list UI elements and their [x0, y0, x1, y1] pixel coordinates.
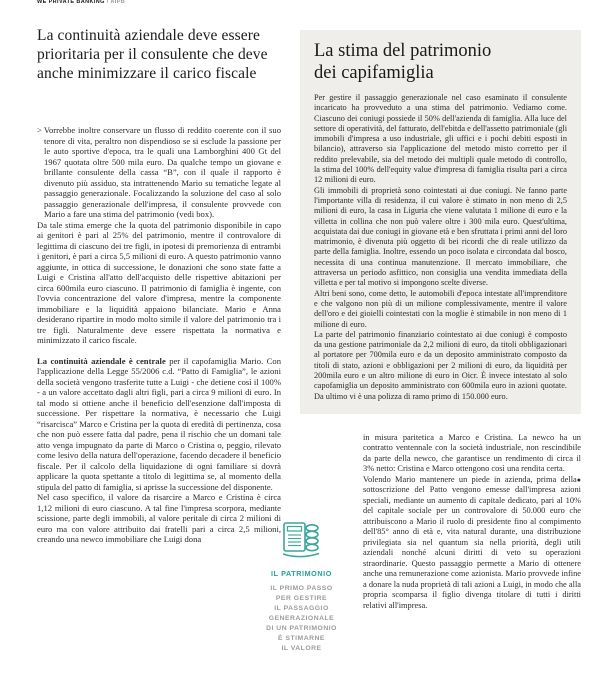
caption-line: GENERAZIONALE [268, 615, 335, 622]
article-paragraph: Nel caso specifico, il valore da risarcire a Marco e Cristina è circa 1,12 milioni di euro ciascuno. A tal fine l'impresa scorpora, mediante scissione, parte degli immobili, al valore peritale di circa 2 milioni di euro ma con valore attribuito dai fratelli pari a circa 2,5 milioni, creando una newco immobiliare che Luigi dona [37, 492, 281, 544]
paragraph-text: per il capofamiglia Mario. Con l'applicazione della Legge 55/2006 c.d. “Patto di Famiglia”, le azioni della società vengono trasferite tutte a Luigi - che detiene così il 100% - a un valore accettato dagli altri figli, pari a circa 9 milioni di euro. In tal modo si ottiene anche il beneficio dell'esenzione dall'imposta di successione. Per rispettare la normativa, è necessario che Luigi “risarcisca” Marco e Cristina per la quota di eredità di pertinenza, cosa che non può essere fatta dal padre, pena il rischio che un domani tale atto venga impugnato da parte di Marco o Cristina o, peggio, rilevato come lesivo della natura dell'operazione, facendo decadere il beneficio fiscale. Per il calcolo della liquidazione di ogni familiare si dovrà applicare la quota spettante a titolo di legittima se, al momento della stipula del patto di famiglia, si aprisse la successione del disponente. [37, 355, 281, 492]
article-body [37, 125, 281, 545]
article-paragraph [37, 125, 281, 220]
caption-line: IL VALORE [281, 645, 322, 652]
article-paragraph [37, 356, 281, 493]
paragraph-text: Volendo Mario mantenere un piede in azienda, prima della sottoscrizione del Patto vengono emesse dall'impresa azioni speciali, mediante un aumento di capitale dedicato, pari al 10% del capitale sociale per un controvalore di 50.000 euro che attribuiscono a Mario il ruolo di presidente fino al compimento dell'85° anno di età e, vita natural durante, una distribuzione privilegiata sia nel quantum sia nella priorità, degli utili aziendali nonché alcuni diritti di veto su operazioni straordinarie. Questo passaggio permette a Mario di ottenere anche una remunerazione come azionista. Mario provvede infine a donare la nuda proprietà di tali azioni a Luigi, in modo che alla propria scomparsa il figlio divenga titolare di tutti i diritti relativi all'impresa. [363, 474, 581, 610]
end-mark: ● [576, 475, 581, 484]
caption-line: IL PRIMO PASSO [270, 585, 333, 592]
left-column [37, 26, 281, 545]
box-paragraph: Altri beni sono, come detto, le automobili d'epoca intestate all'imprenditore e che valgono non più di un milione complessivamente, mentre il valore dell'oro e dei gioielli cointestati con la moglie è stimabile in non meno di 1 milione di euro. [314, 288, 567, 329]
caption-line: DI UN PATRIMONIO [266, 625, 337, 632]
masthead-brand: WE PRIVATE BANKING [37, 0, 105, 5]
box-paragraph: Gli immobili di proprietà sono cointestati ai due coniugi. Ne fanno parte l'importante villa di residenza, il cui valore è stimato in non meno di 2,5 milioni di euro, la casa in Liguria che viene valutata 1 milione di euro e la villetta in collina che non può valere oltre i 300 mila euro. Quest'ultima, acquistata dai due coniugi in giovane età e ben sfruttata i primi anni del loro matrimonio, è divenuta più oggetto di bei ricordi che di reale utilizzo da parte della famiglia. Inoltre, essendo un poco isolata e circondata dal bosco, necessita di una continua manutenzione. Il mercato immobiliare, che attraversa un periodo asfittico, non consiglia una vendita immediata della villetta e per tal motivo si impongono scelte diverse. [314, 185, 567, 288]
estimate-box [300, 30, 581, 414]
masthead-separator: / [106, 0, 109, 5]
paragraph-marker: > [37, 125, 42, 135]
caption-line: È STIMARNE [278, 635, 325, 642]
masthead [37, 0, 125, 6]
box-title: La stima del patrimonio dei capifamiglia [314, 41, 492, 83]
article-paragraph [363, 475, 581, 612]
box-paragraph: Per gestire il passaggio generazionale nel caso esaminato il consulente incaricato ha provveduto a una stima del patrimonio. Vediamo come. Ciascuno dei coniugi possiede il 50% dell'azienda di famiglia. Alla luce del settore di operatività, del fatturato, dell'ebitda e dell'assetto patrimoniale (gli immobili d'impresa a uso industriale, gli uffici e i pochi debiti esposti in bilancio), attraverso sia l'applicazione del metodo misto corretto per il reddito prelevabile, sia del metodo dei multipli quale metodo di controllo, la stima del 100% dell'equity value d'impresa di famiglia risulta pari a circa 12 milioni di euro. [314, 93, 567, 185]
caption-line: IL PASSAGGIO [274, 605, 329, 612]
caption-line: PER GESTIRE [275, 595, 328, 602]
paragraph-text: Vorrebbe inoltre conservare un flusso di reddito coerente con il suo tenore di vita, peraltro non dispendioso se si esclude la passione per le auto sportive d'epoca, tra le quali una Lamborghini 400 Gt del 1967 quotata oltre 500 mila euro. Da qualche tempo un giovane e brillante consulente della cassa “B”, con il quale il rapporto è divenuto più assiduo, sta intrattenendo Mario su tematiche legate al passaggio generazionale. Focalizzando la soluzione del caso al solo passaggio generazionale dell'impresa, il consulente provvede con Mario a fare una stima del patrimonio (vedi box). [43, 125, 281, 219]
article-headline: La continuità aziendale deve essere prioritaria per il consulente che deve anche minimizzare il carico fiscale [37, 27, 268, 82]
calculator-coins-icon [252, 521, 351, 561]
article-paragraph: Da tale stima emerge che la quota del patrimonio disponibile in capo ai genitori è pari al 25% del patrimonio, mentre il controvalore di legittima di ciascuno dei tre figli, in ipotesi di premorienza di entrambi i genitori, è pari a circa 5,5 milioni di euro. A questo patrimonio vanno aggiunte, in ottica di successione, le donazioni che sono state fatte a Luigi e Cristina all'atto dell'acquisto delle rispettive abitazioni per circa 600mila euro ciascuno. Il patrimonio di famiglia è ingente, con l'ovvia concentrazione del valore d'impresa, mentre la componente immobiliare e la liquidità appaiono bilanciate. Mario e Anna desiderano ripartire in modo molto simile il valore del patrimonio tra i tre figli. Naturalmente deve essere rispettata la normativa e minimizzato il carico fiscale. [37, 219, 281, 345]
patrimonio-caption [252, 584, 351, 654]
paragraph-lead: La continuità aziendale è centrale [37, 355, 166, 366]
patrimonio-title: IL PATRIMONIO [271, 569, 332, 578]
masthead-section: AIPB [110, 0, 126, 5]
box-paragraph: La parte del patrimonio finanziario cointestato ai due coniugi è composto da una gestione patrimoniale da 2,2 milioni di euro, da titoli obbligazionari al portatore per 700mila euro e da un deposito amministrato composto da titoli di stato, azioni e obbligazioni per 2 milioni di euro, da liquidità per 200mila euro e un altro milione di euro in Oicr. È invece intestato al solo capofamiglia un deposito amministrato con 600mila euro in azioni quotate. Da ultimo vi è una polizza di ramo primo di 150.000 euro. [314, 329, 567, 401]
article-paragraph: in misura paritetica a Marco e Cristina. La newco ha un contratto ventennale con la società industriale, non rescindibile da parte della newco, che garantisce un rendimento di circa il 3% netto: Cristina e Marco ottengono così una rendita certa. [363, 432, 581, 474]
article-body-continued [363, 433, 581, 612]
patrimonio-callout [252, 521, 351, 654]
